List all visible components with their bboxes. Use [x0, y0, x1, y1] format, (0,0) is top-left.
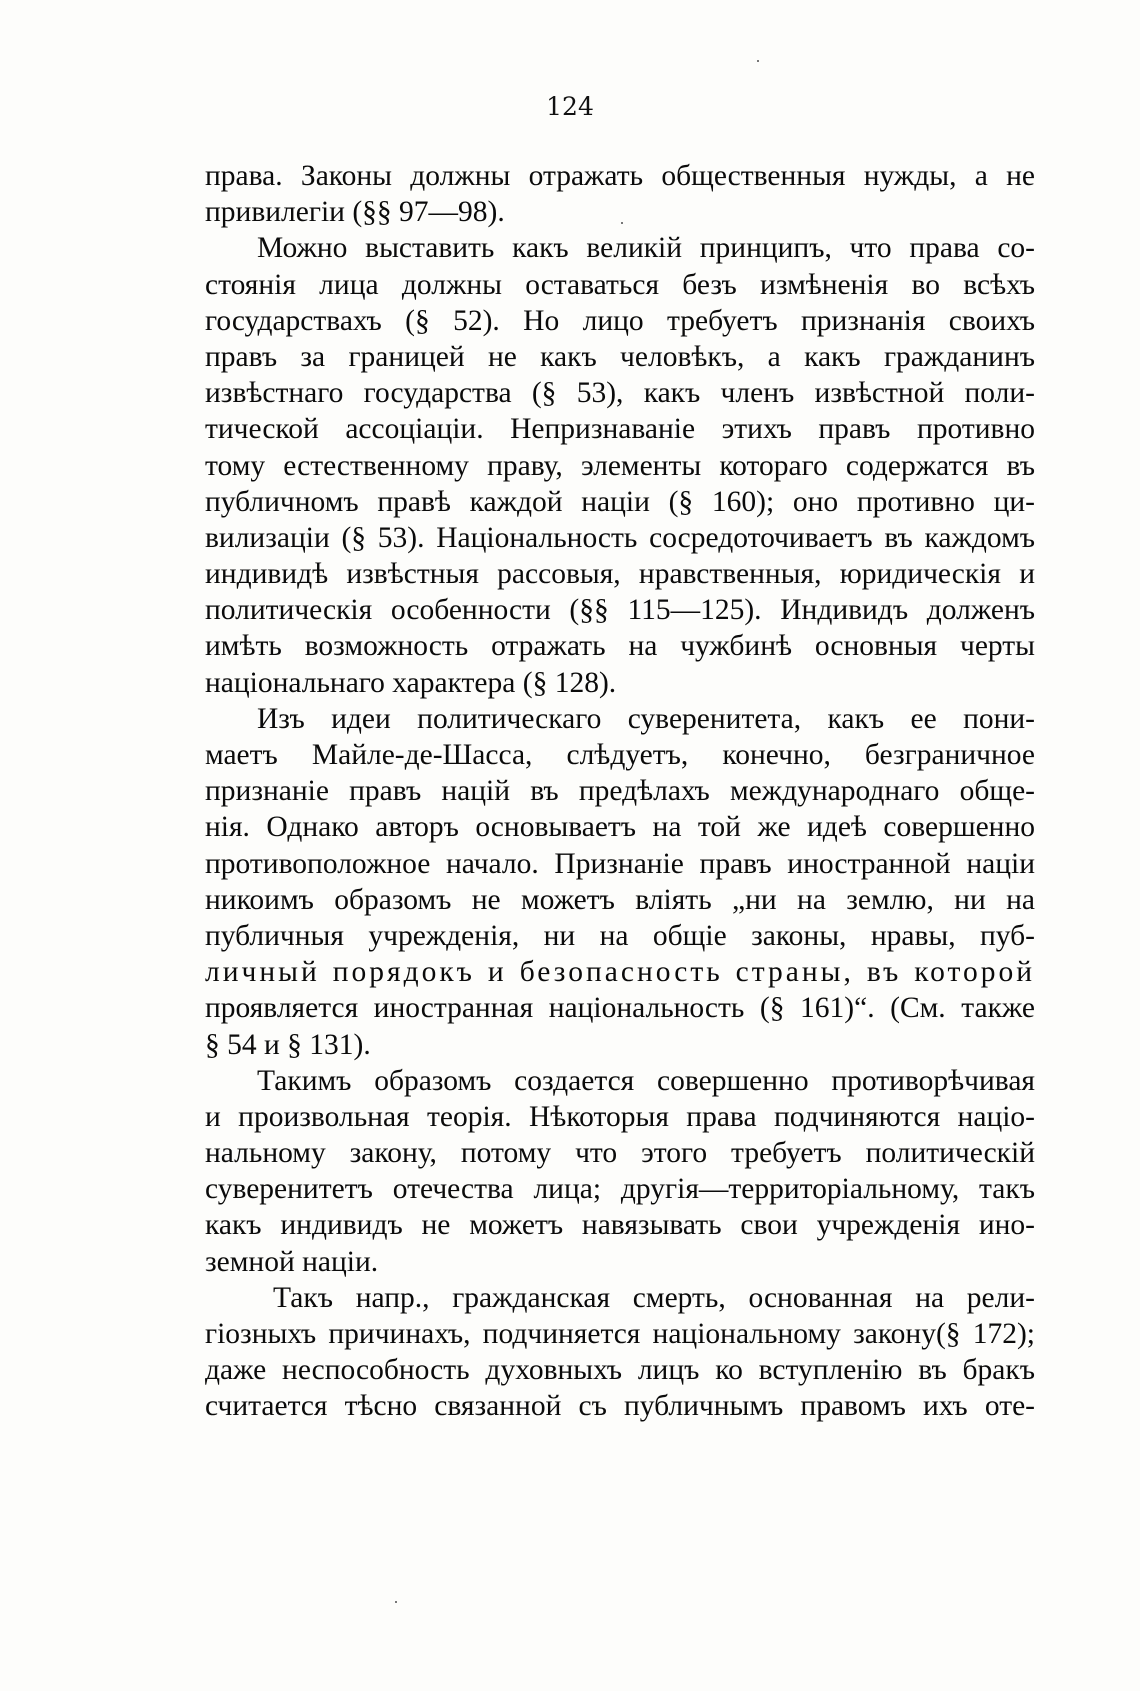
text-line: гіозныхъ причинахъ, подчиняется національному закону(§ 172); — [205, 1318, 1035, 1350]
text-line: права. Законы должны отражать общественныя нужды, а не — [205, 160, 1035, 192]
paragraph — [205, 230, 1035, 700]
text-line: § 54 и § 131). — [205, 1028, 371, 1061]
text-line: тической ассоціаціи. Непризнаваніе этихъ правъ противно — [205, 413, 1035, 446]
text-line: публичномъ правѣ каждой націи (§ 160); оно противно ци- — [205, 485, 1035, 518]
text-line: никоимъ образомъ не можетъ влiять „ни на землю, ни на — [205, 883, 1035, 916]
text-line: публичныя учрежденія, ни на общіе законы, нравы, пуб- — [205, 919, 1035, 952]
text-line: національнаго характера (§ 128). — [205, 666, 617, 699]
paragraph — [205, 158, 1035, 230]
text-line: противоположное начало. Признаніе правъ иностранной націи — [205, 847, 1035, 880]
text-line: суверенитетъ отечества лица; другія—территоріальному, такъ — [205, 1173, 1035, 1206]
text-line: тому естественному праву, элементы котораго содержатся въ — [205, 449, 1035, 482]
text-line: какъ индивидъ не можетъ навязывать свои учрежденія ино- — [205, 1209, 1035, 1242]
text-line: маетъ Майле-де-Шасса, слѣдуетъ, конечно, безграничное — [205, 739, 1035, 771]
text-line: привилегіи (§§ 97—98). — [205, 196, 505, 229]
text-line: правъ за границей не какъ человѣкъ, а какъ гражданинъ — [205, 340, 1035, 373]
text-line: вилизаціи (§ 53). Національность сосредоточиваетъ въ каждомъ — [205, 521, 1035, 554]
text-line: личный порядокъ и безопасность страны, въ которой — [205, 956, 1035, 989]
text-line: земной націи. — [205, 1245, 379, 1278]
text-line: признаніе правъ націй въ предѣлахъ международнаго обще- — [205, 775, 1035, 808]
text-line: даже неспособность духовныхъ лицъ ко вступленію въ бракъ — [205, 1354, 1035, 1387]
paragraph — [205, 1280, 1035, 1425]
text-line: считается тѣсно связанной съ публичнымъ правомъ ихъ оте- — [205, 1390, 1035, 1423]
body-text — [205, 158, 1035, 1425]
text-line: нія. Однако авторъ основываетъ на той же идеѣ совершенно — [205, 811, 1035, 844]
text-line: политическія особенности (§§ 115—125). Индивидъ долженъ — [205, 594, 1035, 627]
text-line: государствахъ (§ 52). Но лицо требуетъ признанія своихъ — [205, 304, 1035, 337]
text-line: проявляется иностранная національность (§ 161)“. (См. также — [205, 992, 1035, 1025]
paragraph — [205, 701, 1035, 1063]
text-line: индивидѣ извѣстныя рассовыя, нравственныя, юридическія и — [205, 558, 1035, 591]
text-line: и произвольная теорія. Нѣкоторыя права подчиняются націо- — [205, 1100, 1035, 1133]
text-line: стоянія лица должны оставаться безъ измѣненія во всѣхъ — [205, 268, 1035, 301]
text-line: Такимъ образомъ создается совершенно противорѣчивая — [257, 1064, 1035, 1097]
text-line: извѣстнаго государства (§ 53), какъ членъ извѣстной поли- — [205, 377, 1035, 410]
page-number: 124 — [546, 92, 594, 121]
paragraph — [205, 1063, 1035, 1280]
scan-speck — [757, 60, 759, 62]
text-line: Можно выставить какъ великій принципъ, что права со- — [257, 232, 1035, 265]
text-line: Такъ напр., гражданская смерть, основанная на рели- — [273, 1281, 1035, 1314]
text-line: имѣть возможность отражать на чужбинѣ основныя черты — [205, 630, 1035, 663]
text-line: нальному закону, потому что этого требуетъ политическій — [205, 1137, 1035, 1170]
scan-speck — [395, 1601, 397, 1603]
text-line: Изъ идеи политическаго суверенитета, какъ ее пони- — [257, 702, 1035, 735]
